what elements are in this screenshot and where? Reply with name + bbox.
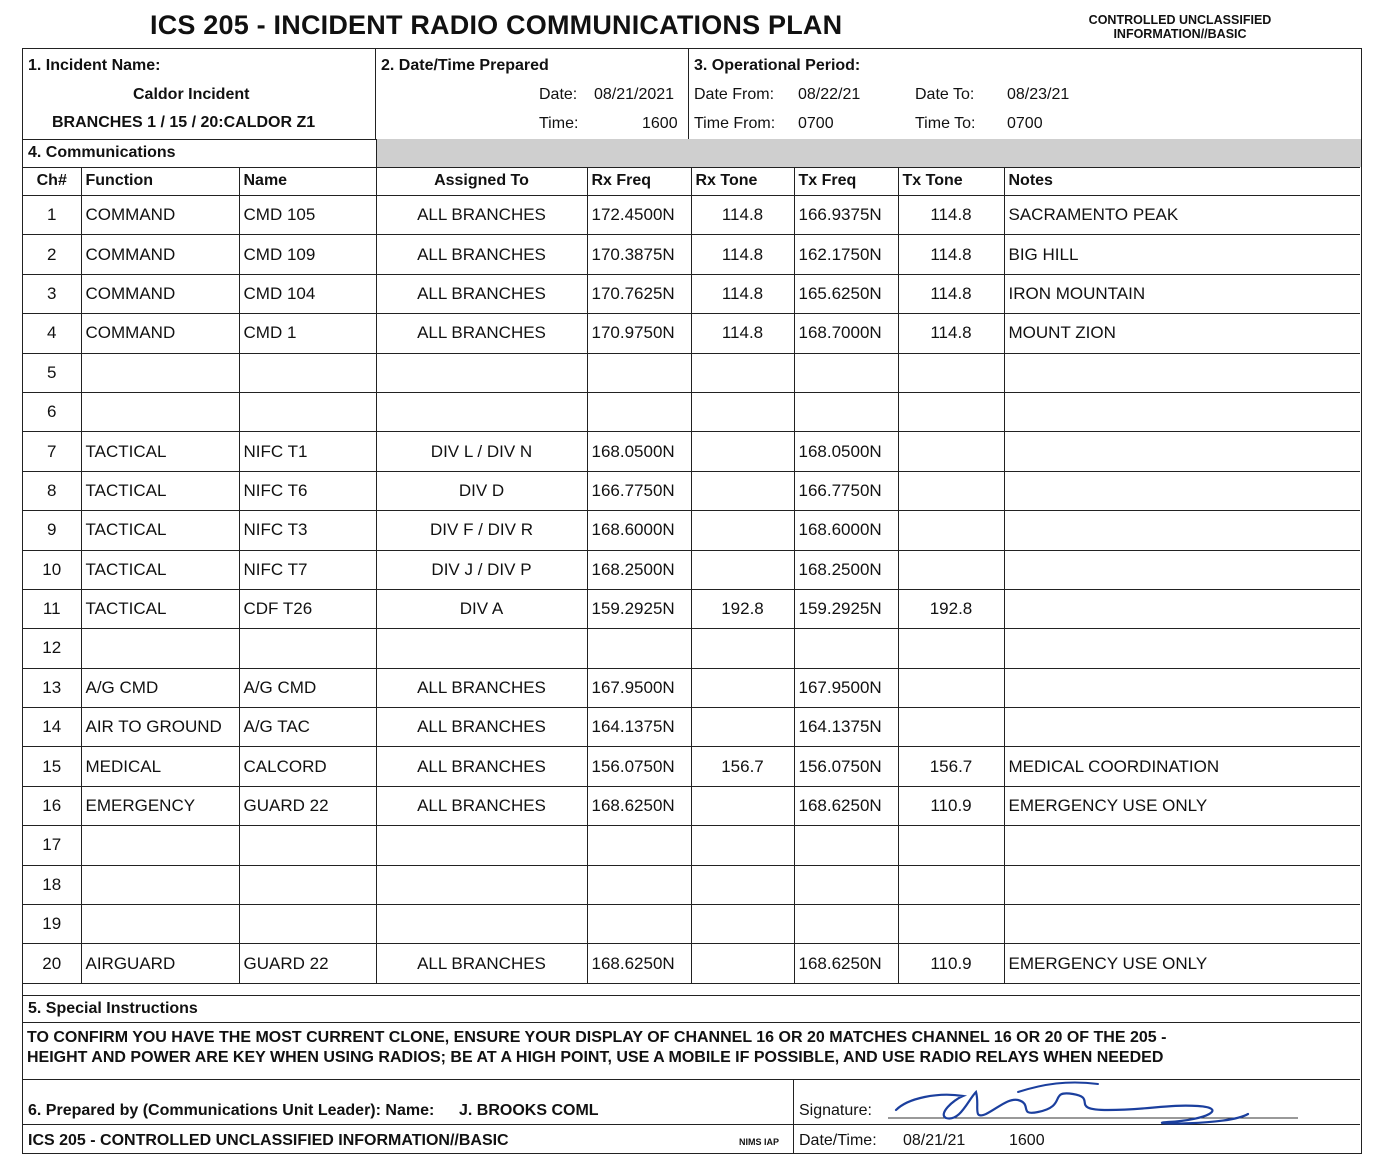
cell-assigned-to: DIV J / DIV P [376,550,587,589]
cell-assigned-to [376,353,587,392]
cell-assigned-to [376,629,587,668]
cell-rx-tone [691,905,794,944]
cell-tx-tone: 114.8 [898,274,1004,313]
cell-rx-freq: 159.2925N [587,589,691,628]
table-row [23,865,1360,904]
cell-assigned-to: ALL BRANCHES [376,944,587,983]
cell-name: A/G TAC [239,708,376,747]
cell-name: CMD 1 [239,314,376,353]
cell-ch: 10 [23,550,81,589]
cell-rx-freq [587,392,691,431]
cell-function: COMMAND [81,235,239,274]
cell-tx-freq [794,826,898,865]
table-header-row [23,167,1360,196]
table-row [23,314,1360,353]
cell-notes [1004,432,1360,471]
cell-assigned-to: ALL BRANCHES [376,196,587,235]
cell-rx-freq [587,826,691,865]
operational-period-label: 3. Operational Period: [694,57,861,74]
cell-function: AIR TO GROUND [81,708,239,747]
prepared-date-label: Date: [539,86,578,103]
cell-function [81,629,239,668]
col-header-name: Name [239,167,376,196]
cell-rx-freq: 166.7750N [587,471,691,510]
cell-ch: 5 [23,353,81,392]
cell-tx-tone [898,392,1004,431]
cell-function [81,826,239,865]
cell-ch: 1 [23,196,81,235]
cell-notes [1004,392,1360,431]
cell-notes [1004,826,1360,865]
special-instructions-header [23,995,1360,1023]
cell-notes: EMERGENCY USE ONLY [1004,944,1360,983]
cell-name [239,865,376,904]
cell-ch: 6 [23,392,81,431]
date-from-value: 08/22/21 [798,86,861,103]
cell-ch: 20 [23,944,81,983]
cell-name: GUARD 22 [239,944,376,983]
cell-assigned-to: ALL BRANCHES [376,274,587,313]
header-section [23,49,1360,140]
cell-notes [1004,708,1360,747]
table-row [23,708,1360,747]
cell-rx-freq: 170.9750N [587,314,691,353]
col-header-function: Function [81,167,239,196]
cell-name: NIFC T7 [239,550,376,589]
cell-ch: 12 [23,629,81,668]
cell-assigned-to: ALL BRANCHES [376,786,587,825]
cell-name [239,629,376,668]
incident-subname-value: BRANCHES 1 / 15 / 20:CALDOR Z1 [52,114,316,131]
cell-rx-freq: 156.0750N [587,747,691,786]
cell-rx-freq [587,905,691,944]
cell-tx-freq: 164.1375N [794,708,898,747]
cell-function: TACTICAL [81,432,239,471]
cell-rx-tone [691,432,794,471]
table-row [23,629,1360,668]
cell-assigned-to [376,905,587,944]
cell-tx-tone [898,471,1004,510]
shaded-bar [376,139,1361,167]
table-row [23,668,1360,707]
cell-function: AIRGUARD [81,944,239,983]
col-header-tx-freq: Tx Freq [794,167,898,196]
cell-function: COMMAND [81,196,239,235]
cell-rx-freq: 168.2500N [587,550,691,589]
cell-tx-freq: 168.7000N [794,314,898,353]
cell-rx-tone [691,471,794,510]
cell-rx-tone: 114.8 [691,235,794,274]
cell-tx-freq: 168.6000N [794,511,898,550]
classification-line-2: INFORMATION//BASIC [1113,27,1247,41]
cell-rx-freq [587,865,691,904]
cell-name [239,392,376,431]
cell-tx-tone: 114.8 [898,196,1004,235]
cell-assigned-to: ALL BRANCHES [376,747,587,786]
cell-notes [1004,589,1360,628]
cell-function: TACTICAL [81,511,239,550]
cell-notes: IRON MOUNTAIN [1004,274,1360,313]
cell-rx-tone [691,392,794,431]
instruction-line-1: TO CONFIRM YOU HAVE THE MOST CURRENT CLONE, ENSURE YOUR DISPLAY OF CHANNEL 16 OR 20 MATCHES CHANNEL 16 OR 20 OF THE 205 - [27,1029,1167,1046]
table-row [23,353,1360,392]
date-from-label: Date From: [694,86,775,103]
special-instructions-text [27,1028,1357,1068]
cell-notes: MOUNT ZION [1004,314,1360,353]
cell-tx-freq: 168.6250N [794,786,898,825]
col-header-assigned-to: Assigned To [376,167,587,196]
cell-name [239,905,376,944]
table-row [23,235,1360,274]
signature-flourish [1018,1082,1098,1092]
communications-label: 4. Communications [28,144,176,161]
prepared-by-label: 6. Prepared by (Communications Unit Leader): Name: [28,1102,435,1119]
cell-notes [1004,511,1360,550]
table-row [23,826,1360,865]
cell-tx-tone [898,708,1004,747]
cell-tx-freq: 167.9500N [794,668,898,707]
date-to-value: 08/23/21 [1007,86,1070,103]
cell-tx-freq: 168.2500N [794,550,898,589]
cell-tx-freq: 159.2925N [794,589,898,628]
cell-tx-freq: 156.0750N [794,747,898,786]
cell-rx-freq: 170.7625N [587,274,691,313]
cell-ch: 15 [23,747,81,786]
cell-name: CALCORD [239,747,376,786]
form-title: ICS 205 - INCIDENT RADIO COMMUNICATIONS PLAN [150,10,843,40]
cell-rx-freq: 168.0500N [587,432,691,471]
cell-function: MEDICAL [81,747,239,786]
cell-notes [1004,353,1360,392]
cell-assigned-to: DIV F / DIV R [376,511,587,550]
cell-rx-freq: 167.9500N [587,668,691,707]
cell-tx-tone [898,353,1004,392]
cell-notes: MEDICAL COORDINATION [1004,747,1360,786]
signature-stroke [896,1092,1248,1124]
cell-tx-tone: 114.8 [898,235,1004,274]
cell-rx-tone [691,708,794,747]
signed-date-value: 08/21/21 [903,1132,966,1149]
table-row [23,432,1360,471]
cell-assigned-to: DIV D [376,471,587,510]
cell-notes [1004,471,1360,510]
cell-rx-tone: 114.8 [691,196,794,235]
handwritten-signature [868,1070,1298,1140]
table-row [23,274,1360,313]
cell-ch: 11 [23,589,81,628]
cell-name [239,826,376,865]
prepared-date-value: 08/21/2021 [594,86,675,103]
cell-tx-freq [794,353,898,392]
cell-name: NIFC T3 [239,511,376,550]
cell-function [81,865,239,904]
communications-table [23,167,1360,984]
incident-name-value: Caldor Incident [133,86,250,103]
table-row [23,905,1360,944]
cell-name: CMD 105 [239,196,376,235]
cell-rx-tone [691,511,794,550]
incident-name-label: 1. Incident Name: [28,57,161,74]
cell-assigned-to [376,865,587,904]
cell-tx-freq: 166.9375N [794,196,898,235]
special-instructions-label: 5. Special Instructions [28,1000,198,1017]
cell-ch: 2 [23,235,81,274]
cell-notes [1004,629,1360,668]
classification-banner [1060,13,1300,41]
cell-ch: 7 [23,432,81,471]
cell-tx-tone: 114.8 [898,314,1004,353]
cell-ch: 17 [23,826,81,865]
prepared-time-value: 1600 [642,115,678,132]
cell-assigned-to: DIV A [376,589,587,628]
date-time-prepared-label: 2. Date/Time Prepared [381,57,549,74]
cell-name: NIFC T1 [239,432,376,471]
cell-rx-freq: 172.4500N [587,196,691,235]
cell-tx-freq: 162.1750N [794,235,898,274]
table-row [23,392,1360,431]
datetime-label: Date/Time: [799,1132,877,1149]
prepared-by-name: J. BROOKS COML [459,1102,599,1119]
cell-rx-freq: 168.6250N [587,786,691,825]
cell-rx-freq: 164.1375N [587,708,691,747]
instruction-line-2: HEIGHT AND POWER ARE KEY WHEN USING RADIOS; BE AT A HIGH POINT, USE A MOBILE IF POSSIBLE, AND USE RADIO RELAYS WHEN NEEDED [27,1049,1164,1066]
cell-rx-tone [691,786,794,825]
cell-function: COMMAND [81,274,239,313]
time-from-value: 0700 [798,115,834,132]
footer-vertical-divider [793,1080,794,1154]
cell-function: TACTICAL [81,550,239,589]
cell-rx-freq [587,353,691,392]
cell-rx-tone [691,826,794,865]
cell-function: A/G CMD [81,668,239,707]
cell-rx-freq [587,629,691,668]
cell-function: TACTICAL [81,471,239,510]
cell-ch: 9 [23,511,81,550]
cell-tx-freq [794,905,898,944]
col-header-tx-tone: Tx Tone [898,167,1004,196]
cell-name: GUARD 22 [239,786,376,825]
col-header-rx-tone: Rx Tone [691,167,794,196]
cell-function: COMMAND [81,314,239,353]
cell-function: TACTICAL [81,589,239,628]
time-from-label: Time From: [694,115,776,132]
cell-ch: 13 [23,668,81,707]
cell-tx-tone: 156.7 [898,747,1004,786]
cell-rx-tone: 192.8 [691,589,794,628]
table-row [23,786,1360,825]
cell-tx-freq [794,629,898,668]
cell-tx-tone [898,865,1004,904]
cell-rx-freq: 168.6250N [587,944,691,983]
operational-period-box [689,49,1360,139]
table-row [23,511,1360,550]
cell-rx-freq: 168.6000N [587,511,691,550]
cell-assigned-to: ALL BRANCHES [376,314,587,353]
cell-ch: 19 [23,905,81,944]
cell-tx-freq: 168.0500N [794,432,898,471]
cell-name: A/G CMD [239,668,376,707]
cell-rx-tone [691,944,794,983]
col-header-rx-freq: Rx Freq [587,167,691,196]
date-to-label: Date To: [915,86,975,103]
cell-tx-tone [898,826,1004,865]
cell-tx-tone [898,550,1004,589]
cell-rx-tone [691,629,794,668]
table-row [23,550,1360,589]
cell-function [81,353,239,392]
form-id-footer: ICS 205 - CONTROLLED UNCLASSIFIED INFORMATION//BASIC [28,1132,509,1149]
cell-name: CDF T26 [239,589,376,628]
time-to-value: 0700 [1007,115,1043,132]
col-header-ch: Ch# [23,167,81,196]
cell-notes [1004,668,1360,707]
nims-iap-tag: NIMS IAP [739,1137,780,1147]
cell-name [239,353,376,392]
cell-rx-tone: 156.7 [691,747,794,786]
cell-notes: BIG HILL [1004,235,1360,274]
signature-label: Signature: [799,1102,872,1119]
table-row [23,747,1360,786]
cell-assigned-to: ALL BRANCHES [376,235,587,274]
table-row [23,589,1360,628]
cell-tx-freq: 165.6250N [794,274,898,313]
communications-section-header [23,139,1360,168]
signed-time-value: 1600 [1009,1132,1045,1149]
cell-ch: 16 [23,786,81,825]
cell-rx-tone [691,668,794,707]
cell-name: NIFC T6 [239,471,376,510]
cell-tx-tone [898,511,1004,550]
classification-line-1: CONTROLLED UNCLASSIFIED [1088,13,1272,27]
cell-assigned-to [376,392,587,431]
cell-ch: 4 [23,314,81,353]
cell-tx-freq [794,865,898,904]
cell-function [81,392,239,431]
cell-tx-freq: 166.7750N [794,471,898,510]
cell-tx-tone [898,905,1004,944]
cell-tx-freq: 168.6250N [794,944,898,983]
table-row [23,471,1360,510]
cell-notes: SACRAMENTO PEAK [1004,196,1360,235]
cell-ch: 8 [23,471,81,510]
table-row [23,196,1360,235]
cell-notes [1004,550,1360,589]
cell-name: CMD 104 [239,274,376,313]
cell-tx-tone [898,629,1004,668]
ics205-form [22,48,1362,1154]
cell-function: EMERGENCY [81,786,239,825]
cell-assigned-to: ALL BRANCHES [376,668,587,707]
cell-rx-tone: 114.8 [691,314,794,353]
cell-tx-tone [898,668,1004,707]
cell-notes [1004,905,1360,944]
date-time-prepared-box [376,49,689,139]
cell-rx-tone [691,353,794,392]
cell-ch: 18 [23,865,81,904]
cell-assigned-to: ALL BRANCHES [376,708,587,747]
cell-tx-tone: 110.9 [898,944,1004,983]
cell-function [81,905,239,944]
table-row [23,944,1360,983]
prepared-time-label: Time: [539,115,579,132]
cell-tx-tone: 110.9 [898,786,1004,825]
cell-assigned-to [376,826,587,865]
cell-rx-tone [691,550,794,589]
incident-name-box [23,49,376,139]
time-to-label: Time To: [915,115,976,132]
cell-notes [1004,865,1360,904]
col-header-notes: Notes [1004,167,1360,196]
cell-rx-tone [691,865,794,904]
cell-notes: EMERGENCY USE ONLY [1004,786,1360,825]
cell-ch: 14 [23,708,81,747]
cell-assigned-to: DIV L / DIV N [376,432,587,471]
cell-name: CMD 109 [239,235,376,274]
cell-tx-freq [794,392,898,431]
cell-rx-tone: 114.8 [691,274,794,313]
cell-ch: 3 [23,274,81,313]
cell-tx-tone: 192.8 [898,589,1004,628]
cell-rx-freq: 170.3875N [587,235,691,274]
cell-tx-tone [898,432,1004,471]
